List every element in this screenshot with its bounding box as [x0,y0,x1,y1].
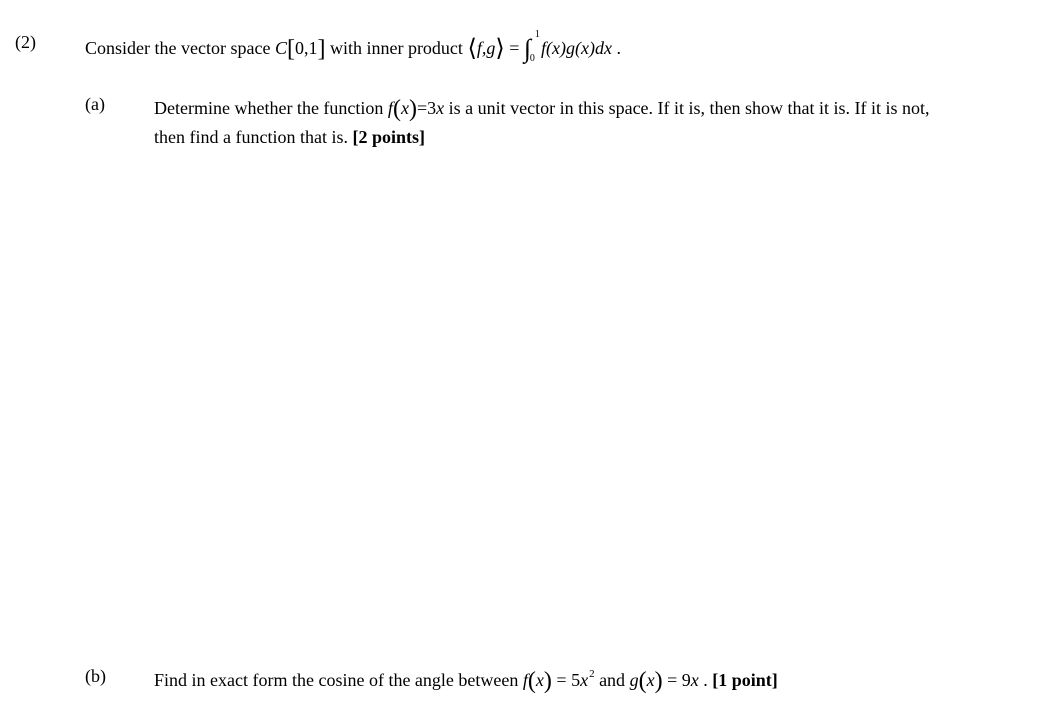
integrand: f(x)g(x)dx [540,38,612,58]
part-b-g-close-paren: ) [654,668,663,694]
left-bracket: [ [286,36,295,62]
question-number: (2) [15,32,36,52]
part-b-label: (b) [85,666,106,686]
part-a-text-before: Determine whether the function [154,98,384,118]
part-a-close-paren: ) [408,96,417,122]
inner-product-lhs: f,g [476,38,496,58]
part-a-points: [2 points] [352,127,425,147]
part-b-g-name: g [629,670,639,690]
part-b-f-equals: = [551,670,572,690]
part-b-text-before: Find in exact form the cosine of the angle between [154,670,519,690]
part-b-f-base: x [580,670,589,690]
question-intro-text: Consider the vector space [85,38,271,58]
part-a-open-paren: ( [392,96,401,122]
part-a-line-2 [154,128,425,146]
part-b-f-coef: 5 [571,670,581,690]
part-b-line [154,667,778,694]
part-b-g-coef: 9 [681,670,691,690]
integral-lower-limit: 0 [529,53,535,64]
part-a-func-var: x [400,98,409,118]
space-interval: 0,1 [294,38,318,58]
part-b-f-var: x [535,670,544,690]
part-a-equals: = [416,98,428,118]
part-b-g-open-paren: ( [638,668,647,694]
part-b-g-var: x [646,670,655,690]
question-end-punct: . [616,38,621,58]
part-a-rhs-num: 3 [427,98,437,118]
part-b-f-exponent: 2 [589,668,595,680]
part-b-f-close-paren: ) [543,668,552,694]
equals-sign: = [509,38,520,58]
part-b-end-punct: . [703,670,708,690]
question-statement [85,29,621,64]
integral-upper-limit: 1 [534,29,540,40]
part-a-text-after: is a unit vector in this space. If it is, then show that it is. If it is not, [448,98,930,118]
part-b-f-name: f [522,670,528,690]
space-symbol: C [274,38,287,58]
part-a-rhs-var: x [436,98,445,118]
part-b-points: [1 point] [712,670,778,690]
part-b-f-open-paren: ( [527,668,536,694]
question-mid-text: with inner product [329,38,463,58]
right-bracket: ] [317,36,326,62]
part-a-line2-text: then find a function that is. [154,127,348,147]
left-angle-bracket: ⟨ [467,36,477,62]
part-b-g-equals: = [662,670,682,690]
part-a-label: (a) [85,94,105,114]
right-angle-bracket: ⟩ [495,36,505,62]
integral-sign: ∫ 1 0 [523,29,540,64]
part-a-line-1 [154,95,930,122]
part-a-func-name: f [387,98,393,118]
part-b-g-base: x [690,670,699,690]
part-b-conj: and [599,670,626,690]
